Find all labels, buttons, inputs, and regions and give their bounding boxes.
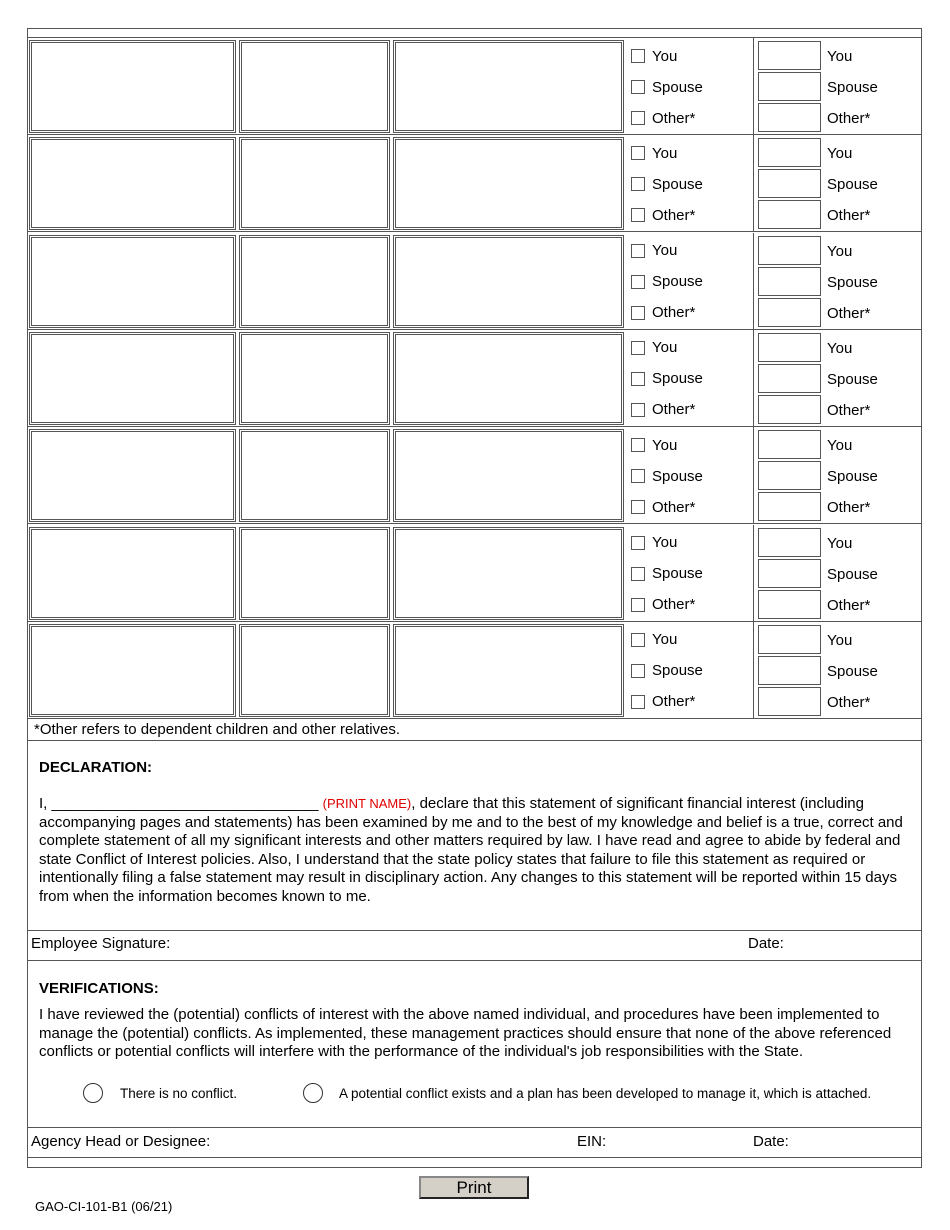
owner-checkbox-spouse[interactable] — [631, 664, 645, 678]
owner-label-you: You — [652, 339, 678, 357]
share-field-other[interactable] — [758, 395, 821, 424]
divider — [27, 740, 922, 741]
print-button[interactable]: Print — [419, 1176, 529, 1199]
owner-label-other: Other* — [652, 401, 696, 419]
share-field-other[interactable] — [758, 298, 821, 327]
share-field-spouse[interactable] — [758, 559, 821, 588]
table-row — [27, 233, 922, 330]
asset-description-field[interactable] — [393, 235, 624, 328]
owner-option-other[interactable] — [631, 497, 695, 517]
divider — [27, 960, 922, 961]
share-label-other: Other* — [827, 304, 871, 322]
owner-option-other[interactable] — [631, 205, 695, 225]
share-field-spouse[interactable] — [758, 72, 821, 101]
table-top-bar — [27, 28, 922, 38]
owner-checkbox-you[interactable] — [631, 341, 645, 355]
share-field-you[interactable] — [758, 236, 821, 265]
share-label-other: Other* — [827, 401, 871, 419]
asset-type-field[interactable] — [239, 137, 390, 230]
asset-description-field[interactable] — [393, 527, 624, 620]
owner-checkbox-you[interactable] — [631, 244, 645, 258]
owner-option-spouse[interactable] — [631, 272, 703, 292]
potential-conflict-radio[interactable] — [303, 1083, 323, 1103]
declaration-text — [39, 795, 914, 907]
table-row — [27, 330, 922, 427]
owner-checkbox-you[interactable] — [631, 438, 645, 452]
owner-option-spouse[interactable] — [631, 174, 703, 194]
verifications-text: I have reviewed the (potential) conflicts of interest with the above named individual, and procedures have been implemented to manage the (potential) conflicts. As implemented, these management practices should ensure that none of the above referenced conflicts or potential conflicts will interfere with the performance of the individual's job responsibilities with the State. — [39, 1006, 892, 1061]
owner-option-you[interactable] — [631, 46, 677, 66]
owner-label-spouse: Spouse — [652, 662, 703, 680]
share-field-spouse[interactable] — [758, 169, 821, 198]
potential-conflict-label: A potential conflict exists and a plan has been developed to manage it, which is attached. — [339, 1086, 872, 1101]
share-label-you: You — [827, 631, 853, 649]
table-row — [27, 525, 922, 622]
divider — [27, 930, 922, 931]
agency-head-label: Agency Head or Designee: — [31, 1133, 211, 1150]
owner-label-you: You — [652, 47, 678, 65]
owner-label-other: Other* — [652, 304, 696, 322]
asset-description-field[interactable] — [393, 137, 624, 230]
owner-label-other: Other* — [652, 596, 696, 613]
share-field-other[interactable] — [758, 492, 821, 521]
owner-option-spouse[interactable] — [631, 564, 703, 584]
owner-checkbox-other[interactable] — [631, 695, 645, 709]
owner-checkbox-you[interactable] — [631, 633, 645, 647]
owner-checkbox-you[interactable] — [631, 49, 645, 63]
owner-label-you: You — [652, 436, 678, 454]
table-row — [27, 622, 922, 719]
owner-checkbox-spouse[interactable] — [631, 275, 645, 289]
owner-option-you[interactable] — [631, 630, 677, 650]
owner-label-spouse: Spouse — [652, 78, 703, 96]
owner-option-other[interactable] — [631, 400, 695, 420]
asset-type-field[interactable] — [239, 332, 390, 425]
owner-option-spouse[interactable] — [631, 466, 703, 486]
share-field-spouse[interactable] — [758, 461, 821, 490]
asset-name-field[interactable] — [29, 527, 236, 620]
asset-description-field[interactable] — [393, 332, 624, 425]
owner-option-other[interactable] — [631, 692, 695, 712]
table-row — [27, 38, 922, 135]
share-field-other[interactable] — [758, 687, 821, 716]
share-label-spouse: Spouse — [827, 662, 878, 680]
owner-checkbox-spouse[interactable] — [631, 567, 645, 581]
asset-name-field[interactable] — [29, 429, 236, 522]
owner-option-spouse[interactable] — [631, 77, 703, 97]
table-row — [27, 427, 922, 524]
share-label-other: Other* — [827, 499, 871, 517]
declaration-body: , declare that this statement of significant financial interest (including accompanying pages and statements) has been examined by me and to the best of my knowledge and belief is a true, correct and complete statement of all my significant interests and other matters required by law. I have read and agree to abide by federal and state Conflict of Interest policies. Also, I understand that the state policy states that failure to file this statement as required or intentionally filing a false statement may result in disciplinary action. Any changes to this statement will be reported within 15 days from when the information becomes known to me. — [39, 795, 903, 905]
owner-option-you[interactable] — [631, 338, 677, 358]
asset-type-field[interactable] — [239, 624, 390, 717]
owner-label-you: You — [652, 534, 678, 551]
owner-label-other: Other* — [652, 693, 696, 711]
share-field-you[interactable] — [758, 625, 821, 654]
owner-checkbox-other[interactable] — [631, 500, 645, 514]
share-field-you[interactable] — [758, 528, 821, 557]
owner-checkbox-other[interactable] — [631, 306, 645, 320]
employee-date-label: Date: — [748, 935, 784, 952]
owner-option-you[interactable] — [631, 533, 677, 553]
employee-signature-label: Employee Signature: — [31, 935, 171, 952]
share-field-other[interactable] — [758, 590, 821, 619]
share-field-you[interactable] — [758, 41, 821, 70]
owner-option-other[interactable] — [631, 108, 695, 128]
declaration-name-blank[interactable]: I, ________________________________ — [39, 795, 319, 812]
owner-option-you[interactable] — [631, 435, 677, 455]
share-field-you[interactable] — [758, 430, 821, 459]
declaration-title: DECLARATION: — [39, 759, 153, 776]
owner-checkbox-you[interactable] — [631, 146, 645, 160]
owner-option-other[interactable] — [631, 303, 695, 323]
owner-label-spouse: Spouse — [652, 565, 703, 582]
owner-checkbox-other[interactable] — [631, 403, 645, 417]
asset-name-field[interactable] — [29, 40, 236, 133]
share-label-other: Other* — [827, 693, 871, 711]
owner-label-spouse: Spouse — [652, 370, 703, 388]
ein-label: EIN: — [577, 1133, 607, 1150]
owner-option-you[interactable] — [631, 241, 677, 261]
share-label-spouse: Spouse — [827, 565, 878, 583]
share-field-spouse[interactable] — [758, 656, 821, 685]
asset-description-field[interactable] — [393, 429, 624, 522]
no-conflict-label: There is no conflict. — [120, 1086, 238, 1101]
share-label-spouse: Spouse — [827, 273, 878, 291]
asset-type-field[interactable] — [239, 235, 390, 328]
table-row — [27, 135, 922, 232]
column-divider — [753, 330, 754, 426]
verifications-title: VERIFICATIONS: — [39, 980, 159, 997]
owner-label-spouse: Spouse — [652, 467, 703, 485]
owner-label-other: Other* — [652, 498, 696, 516]
asset-description-field[interactable] — [393, 40, 624, 133]
owner-label-spouse: Spouse — [652, 175, 703, 193]
column-divider — [753, 135, 754, 231]
asset-type-field[interactable] — [239, 527, 390, 620]
asset-name-field[interactable] — [29, 137, 236, 230]
share-label-spouse: Spouse — [827, 468, 878, 486]
column-divider — [753, 427, 754, 523]
share-label-you: You — [827, 534, 853, 552]
share-label-you: You — [827, 242, 853, 260]
share-label-you: You — [827, 145, 853, 163]
owner-label-you: You — [652, 242, 678, 260]
owner-label-other: Other* — [652, 206, 696, 224]
share-label-you: You — [827, 48, 853, 65]
owner-option-spouse[interactable] — [631, 369, 703, 389]
share-label-other: Other* — [827, 596, 871, 614]
asset-type-field[interactable] — [239, 429, 390, 522]
column-divider — [753, 233, 754, 329]
footnote: *Other refers to dependent children and other relatives. — [34, 721, 401, 738]
column-divider — [753, 622, 754, 718]
share-field-other[interactable] — [758, 103, 821, 132]
column-divider — [753, 525, 754, 621]
share-label-you: You — [827, 339, 853, 357]
owner-checkbox-other[interactable] — [631, 598, 645, 612]
column-divider — [753, 38, 754, 134]
asset-name-field[interactable] — [29, 624, 236, 717]
agency-date-label: Date: — [753, 1133, 789, 1150]
owner-option-spouse[interactable] — [631, 661, 703, 681]
share-field-spouse[interactable] — [758, 267, 821, 296]
owner-label-you: You — [652, 631, 678, 649]
share-label-you: You — [827, 437, 853, 455]
owner-option-you[interactable] — [631, 143, 677, 163]
share-field-other[interactable] — [758, 200, 821, 229]
divider — [27, 1157, 922, 1158]
share-field-you[interactable] — [758, 333, 821, 362]
form-number: GAO-CI-101-B1 (06/21) — [35, 1199, 173, 1214]
owner-label-spouse: Spouse — [652, 273, 703, 291]
asset-name-field[interactable] — [29, 235, 236, 328]
share-label-other: Other* — [827, 110, 871, 127]
owner-label-you: You — [652, 144, 678, 162]
owner-label-other: Other* — [652, 109, 696, 127]
owner-checkbox-spouse[interactable] — [631, 80, 645, 94]
owner-checkbox-you[interactable] — [631, 536, 645, 550]
share-label-spouse: Spouse — [827, 370, 878, 388]
owner-checkbox-spouse[interactable] — [631, 469, 645, 483]
owner-checkbox-other[interactable] — [631, 208, 645, 222]
share-label-spouse: Spouse — [827, 79, 878, 96]
share-label-other: Other* — [827, 207, 871, 225]
divider — [27, 1127, 922, 1128]
owner-option-other[interactable] — [631, 595, 695, 615]
share-field-you[interactable] — [758, 138, 821, 167]
share-label-spouse: Spouse — [827, 176, 878, 194]
asset-name-field[interactable] — [29, 332, 236, 425]
share-field-spouse[interactable] — [758, 364, 821, 393]
no-conflict-radio[interactable] — [83, 1083, 103, 1103]
asset-type-field[interactable] — [239, 40, 390, 133]
print-name-label: (PRINT NAME) — [322, 796, 412, 811]
owner-checkbox-spouse[interactable] — [631, 372, 645, 386]
asset-description-field[interactable] — [393, 624, 624, 717]
owner-checkbox-spouse[interactable] — [631, 177, 645, 191]
owner-checkbox-other[interactable] — [631, 111, 645, 125]
